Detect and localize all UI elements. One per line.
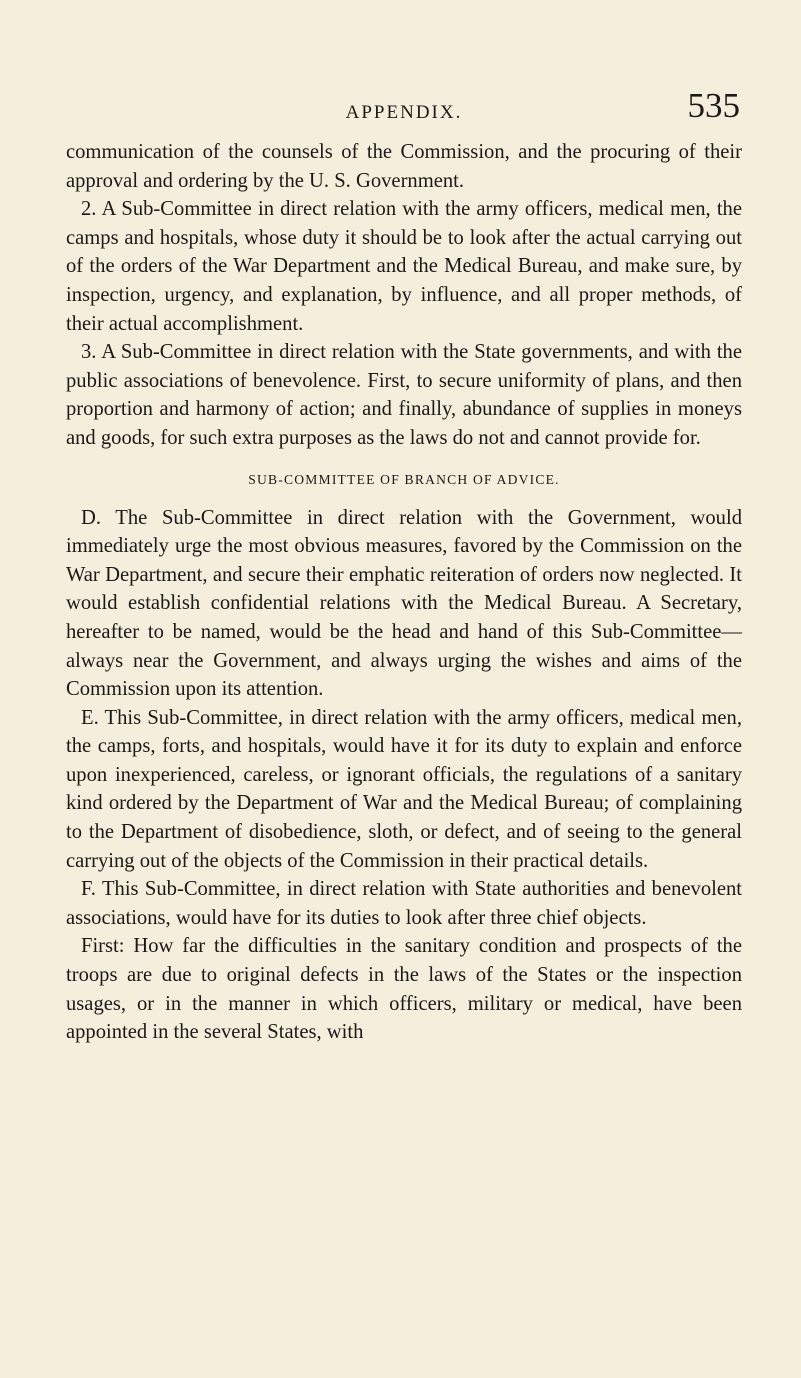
paragraph-item-d: D. The Sub-Committee in direct relation with the Government, would immediately urge the most obvious measures, favored by the Commission on the War Department, and secure their emphatic reiteration of orders now neglected. It would establish confidential relations with the Medical Bureau. A Secretary, hereafter to be named, would be the head and hand of this Sub-Committee—always near the Government, and always urging the wishes and aims of the Commission upon its attention.: [66, 506, 742, 701]
paragraph-item-e: E. This Sub-Committee, in direct relation with the army officers, medical men, the camps, forts, and hospitals, would have it for its duty to explain and enforce upon inexperienced, careless, or ignorant officials, the regulations of a sanitary kind ordered by the Department of War and the Medical Bureau; of complaining to the Department of disobedience, sloth, or defect, and of seeing to the general carrying out of the objects of the Commission in their practical details.: [66, 706, 742, 872]
running-head: [66, 88, 742, 138]
running-head-title: APPENDIX.: [345, 102, 463, 123]
body-text: [66, 138, 742, 1047]
paragraph-item-3: 3. A Sub-Committee in direct relation with the State governments, and with the public associations of benevolence. First, to secure uniformity of plans, and then proportion and harmony of action; and finally, abundance of supplies in moneys and goods, for such extra purposes as the laws do not and cannot provide for.: [66, 341, 742, 449]
paragraph-item-2: 2. A Sub-Committee in direct relation with the army officers, medical men, the camps and hospitals, whose duty it should be to look after the actual carrying out of the orders of the War Department and the Medical Bureau, and make sure, by inspection, urgency, and explanation, by influence, and all proper methods, of their actual accomplishment.: [66, 198, 742, 335]
book-page: [66, 88, 742, 1047]
paragraph-item-f: F. This Sub-Committee, in direct relation with State authorities and benevolent associations, would have for its duties to look after three chief objects.: [66, 878, 742, 929]
section-heading: SUB-COMMITTEE OF BRANCH OF ADVICE.: [248, 471, 560, 487]
paragraph-first-objective: First: How far the difficulties in the sanitary condition and prospects of the troops are due to original defects in the laws of the States or the inspection usages, or in the manner in which officers, military or medical, have been appointed in the several States, with: [66, 935, 742, 1044]
page-number: 535: [687, 86, 740, 125]
paragraph-continuation: communication of the counsels of the Commission, and the procuring of their approval and ordering by the U. S. Government.: [66, 141, 742, 192]
